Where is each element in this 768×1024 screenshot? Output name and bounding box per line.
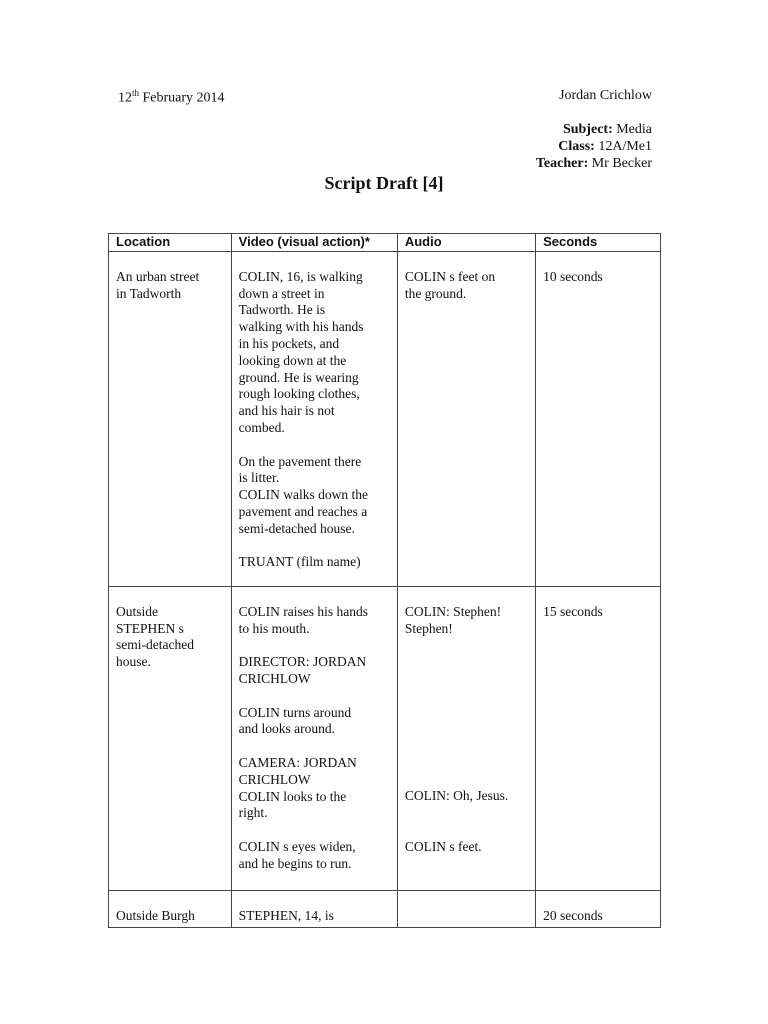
audio-text: COLIN: Stephen! Stephen!	[404, 603, 502, 636]
cell-video	[231, 586, 397, 890]
audio-text: COLIN s feet on the ground.	[404, 268, 496, 301]
audio-text: COLIN s feet.	[404, 838, 482, 854]
video-text: STEPHEN, 14, is	[238, 907, 334, 923]
header-location: Location	[109, 234, 232, 252]
seconds-text: 20 seconds	[543, 907, 603, 923]
script-table	[108, 233, 661, 928]
cell-video	[231, 890, 397, 927]
seconds-text: 10 seconds	[543, 268, 603, 284]
subject-value: Media	[612, 122, 652, 137]
video-text: COLIN turns around and looks around.	[238, 704, 352, 737]
date-suffix: th	[132, 88, 140, 98]
cell-seconds	[536, 251, 661, 586]
teacher-label: Teacher:	[535, 156, 589, 171]
class-line	[536, 138, 652, 155]
table-row	[109, 586, 661, 890]
video-text: COLIN, 16, is walking down a street in Tadworth. He is walking with his hands in his pockets, and looking down at the ground. He is wearing rough looking clothes, and his hair is not combed.	[238, 268, 364, 435]
location-text: Outside STEPHEN s semi-detached house.	[116, 603, 194, 670]
header-seconds: Seconds	[536, 234, 661, 252]
table-header-row	[109, 234, 661, 252]
video-text: On the pavement there is litter. COLIN walks down the pavement and reaches a semi-detached house.	[238, 453, 369, 536]
location-text: Outside Burgh	[116, 907, 195, 923]
video-text: COLIN raises his hands to his mouth.	[238, 603, 369, 636]
header-video: Video (visual action)*	[231, 234, 397, 252]
seconds-text: 15 seconds	[543, 603, 603, 619]
header-audio: Audio	[397, 234, 535, 252]
table-row	[109, 890, 661, 927]
date-day: 12	[118, 90, 132, 106]
author-name: Jordan Crichlow	[559, 88, 652, 103]
table-row	[109, 251, 661, 586]
cell-location	[109, 890, 232, 927]
class-value: 12A/Me1	[594, 139, 652, 154]
teacher-value: Mr Becker	[588, 156, 652, 171]
audio-text: COLIN: Oh, Jesus.	[404, 788, 509, 804]
video-text: DIRECTOR: JORDAN CRICHLOW	[238, 654, 367, 686]
cell-seconds	[536, 586, 661, 890]
video-text: TRUANT (film name)	[238, 554, 361, 570]
location-text: An urban street in Tadworth	[116, 268, 200, 301]
class-label: Class:	[558, 139, 595, 154]
cell-seconds	[536, 890, 661, 927]
teacher-line	[536, 155, 652, 172]
cell-location	[109, 251, 232, 586]
subject-line	[536, 121, 652, 138]
document-date	[118, 88, 225, 107]
document-meta	[536, 121, 652, 172]
cell-video	[231, 251, 397, 586]
cell-audio	[397, 890, 535, 927]
page-title: Script Draft [4]	[324, 173, 444, 193]
video-text: COLIN s eyes widen, and he begins to run.	[238, 838, 356, 871]
cell-audio	[397, 586, 535, 890]
subject-label: Subject:	[562, 122, 613, 137]
date-month-year: February 2014	[139, 90, 225, 106]
cell-audio	[397, 251, 535, 586]
video-text: CAMERA: JORDAN CRICHLOW COLIN looks to the right.	[238, 754, 357, 821]
cell-location	[109, 586, 232, 890]
